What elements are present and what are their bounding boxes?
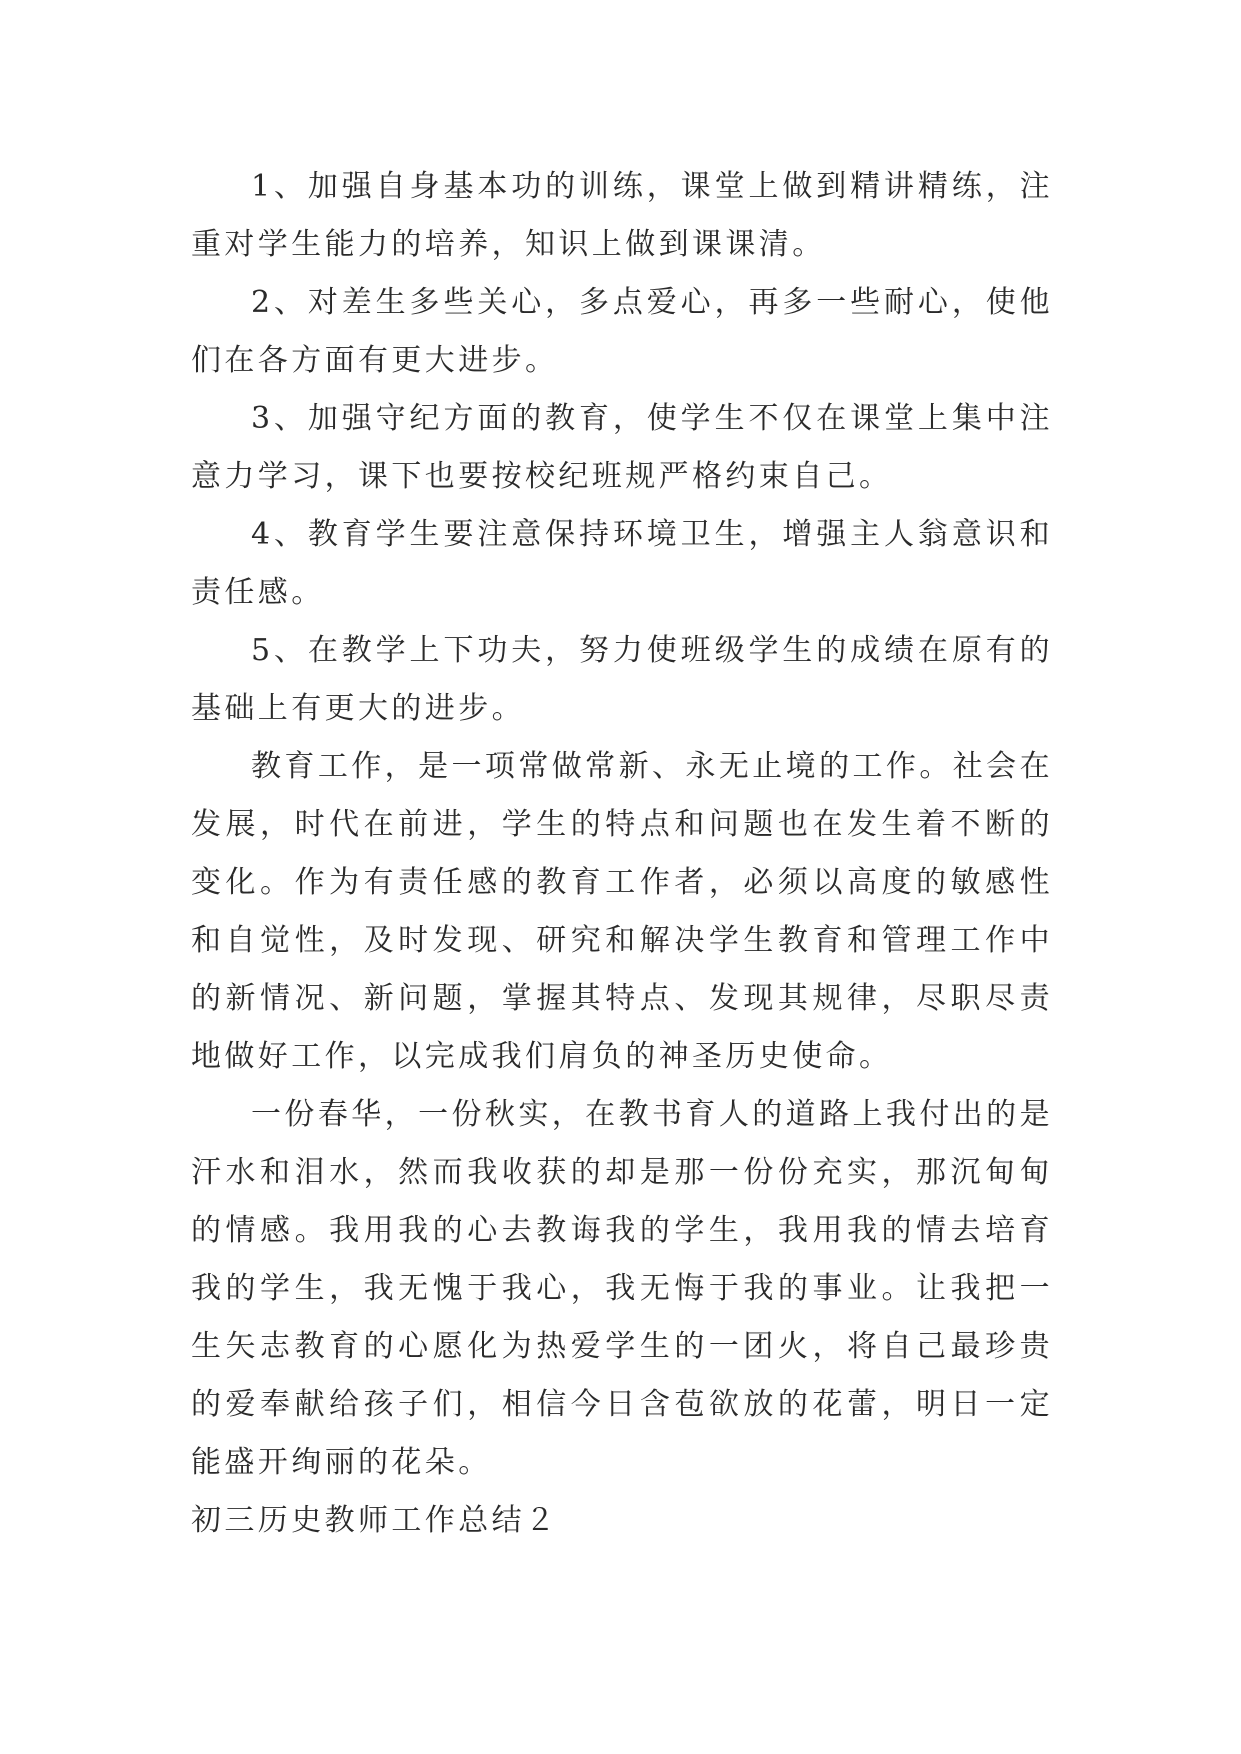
paragraph-item-2: 2、对差生多些关心，多点爱心，再多一些耐心，使他们在各方面有更大进步。 xyxy=(191,285,1053,378)
document-page xyxy=(191,158,1053,1550)
paragraph-closing: 一份春华，一份秋实，在教书育人的道路上我付出的是汗水和泪水，然而我收获的却是那一份份充实，那沉甸甸的情感。我用我的心去教诲我的学生，我用我的情去培育我的学生，我无愧于我心，我无悔于我的事业。让我把一生矢志教育的心愿化为热爱学生的一团火，将自己最珍贵的爱奉献给孩子们，相信今日含苞欲放的花蕾，明日一定能盛开绚丽的花朵。 xyxy=(191,1097,1053,1480)
section-heading: 初三历史教师工作总结２ xyxy=(191,1503,559,1538)
paragraph-item-1: 1、加强自身基本功的训练，课堂上做到精讲精练，注重对学生能力的培养，知识上做到课课清。 xyxy=(191,169,1053,262)
paragraph-item-3: 3、加强守纪方面的教育，使学生不仅在课堂上集中注意力学习，课下也要按校纪班规严格约束自己。 xyxy=(191,401,1053,494)
paragraph-education-work: 教育工作，是一项常做常新、永无止境的工作。社会在发展，时代在前进，学生的特点和问题也在发生着不断的变化。作为有责任感的教育工作者，必须以高度的敏感性和自觉性，及时发现、研究和解决学生教育和管理工作中的新情况、新问题，掌握其特点、发现其规律，尽职尽责地做好工作，以完成我们肩负的神圣历史使命。 xyxy=(191,749,1053,1074)
paragraph-item-5: 5、在教学上下功夫，努力使班级学生的成绩在原有的基础上有更大的进步。 xyxy=(191,633,1053,726)
paragraph-item-4: 4、教育学生要注意保持环境卫生，增强主人翁意识和责任感。 xyxy=(191,517,1053,610)
